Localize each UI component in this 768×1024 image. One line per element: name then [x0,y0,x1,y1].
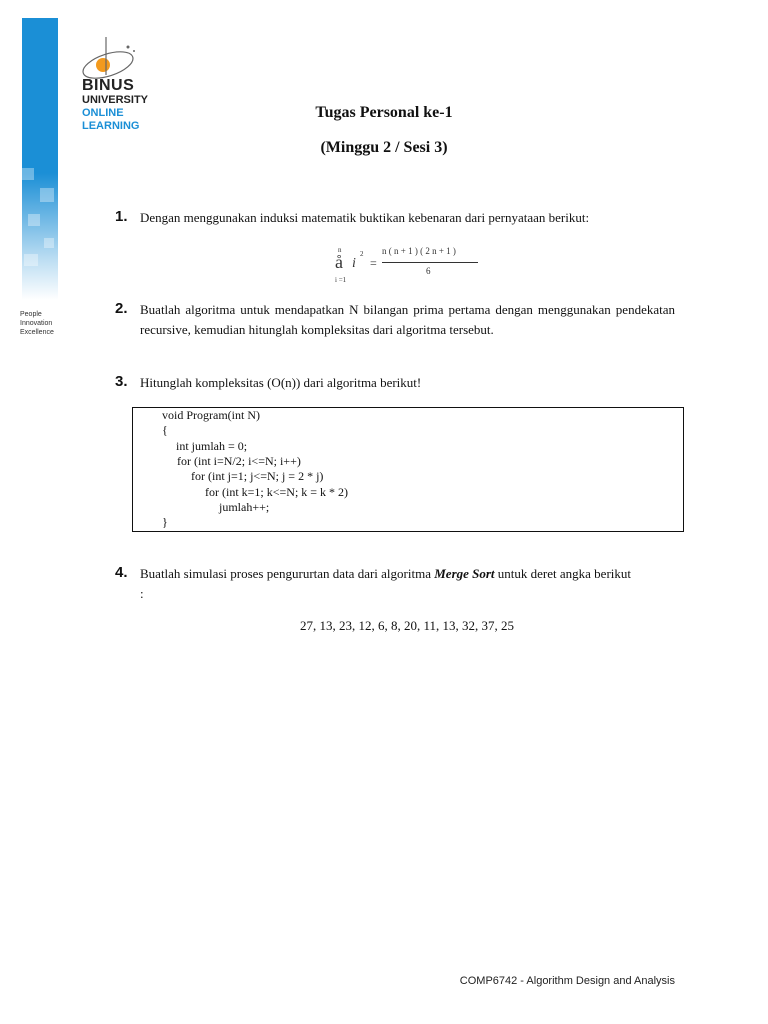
tagline [20,310,54,337]
equals-sign: = [370,256,377,270]
code-block [132,407,684,532]
logo-line: BINUS [82,77,135,94]
fraction-numerator: n ( n + 1 ) ( 2 n + 1 ) [382,246,456,256]
fraction-denominator: 6 [426,266,431,276]
logo-line: ONLINE [82,107,124,119]
fraction-bar [382,262,478,263]
question-text: Dengan menggunakan induksi matematik buktikan kebenaran dari pernyataan berikut: [140,210,590,225]
code-line: jumlah++; [219,500,270,514]
tagline-line: Excellence [20,329,54,336]
page-footer: COMP6742 - Algorithm Design and Analysis [459,975,675,987]
question-text: Buatlah algoritma untuk mendapatkan N bilangan prima pertama dengan menggunakan pendekatan recursive, kemudian hitunglah kompleksitas dari algoritma tersebut. [140,302,675,337]
question-number: 4. [115,564,128,581]
sum-upper-limit: n [338,246,342,254]
code-line: for (int i=N/2; i<=N; i++) [177,454,301,468]
logo-line: UNIVERSITY [82,94,149,106]
code-line: for (int j=1; j<=N; j = 2 * j) [191,469,324,483]
side-banner [22,18,58,300]
document-title: Tugas Personal ke-1 [315,104,453,121]
logo-line: LEARNING [82,120,140,132]
code-line: int jumlah = 0; [176,439,248,453]
sum-lower-limit: i =1 [335,276,347,284]
question-number: 2. [115,300,128,317]
question-text [140,564,635,604]
question-text: Hitunglah kompleksitas (O(n)) dari algoritma berikut! [140,375,422,390]
tagline-line: Innovation [20,320,53,327]
sum-symbol: å [335,252,343,272]
question-1 [115,208,675,228]
question-3 [115,373,675,393]
question-text-part: untuk deret angka berikut : [140,566,632,601]
emphasis-merge-sort: Merge Sort [434,566,495,581]
question-2 [115,300,675,340]
question-4 [115,564,635,604]
tagline-line: People [20,311,42,318]
code-line: for (int k=1; k<=N; k = k * 2) [205,485,349,499]
number-sequence: 27, 13, 23, 12, 6, 8, 20, 11, 13, 32, 37, 25 [299,618,515,633]
code-line: } [162,515,168,529]
question-number: 3. [115,373,128,390]
question-text-part: Buatlah simulasi proses pengururtan data dari algoritma [140,566,435,581]
question-number: 1. [115,208,128,225]
sum-term: i [352,256,356,271]
document-subtitle: (Minggu 2 / Sesi 3) [320,139,448,156]
induction-formula [330,246,490,286]
code-line: { [162,423,168,437]
code-line: void Program(int N) [162,408,260,422]
exponent: 2 [360,250,364,258]
